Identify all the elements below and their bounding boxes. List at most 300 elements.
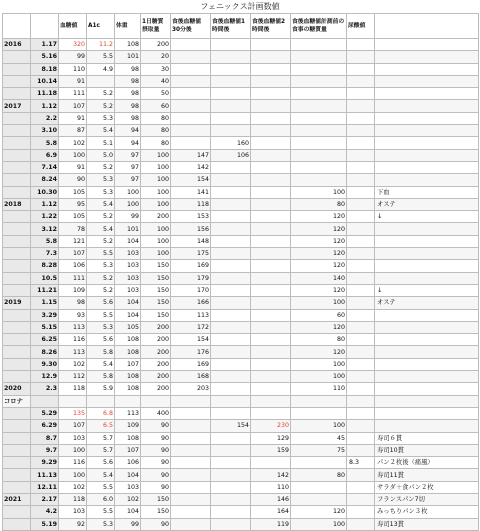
table-cell: 98 <box>115 63 141 75</box>
table-cell <box>347 506 375 518</box>
table-cell: 5.5 <box>87 481 115 493</box>
table-cell <box>171 518 211 530</box>
table-cell <box>291 112 347 124</box>
table-cell: 90 <box>141 518 171 530</box>
table-cell: 107 <box>59 420 87 432</box>
table-cell: 60 <box>141 100 171 112</box>
table-cell: 92 <box>59 518 87 530</box>
table-cell: 113 <box>171 309 211 321</box>
date-cell: 12.11 <box>31 481 59 493</box>
date-cell: 3.10 <box>31 125 59 137</box>
year-cell <box>3 211 31 223</box>
table-cell: 94 <box>115 125 141 137</box>
table-cell <box>211 346 251 358</box>
note-cell <box>375 174 479 186</box>
column-header: A1c <box>87 14 115 39</box>
table-cell <box>251 137 291 149</box>
table-cell <box>291 481 347 493</box>
table-cell: 5.5 <box>87 51 115 63</box>
table-cell <box>347 518 375 530</box>
table-cell <box>211 51 251 63</box>
table-row <box>3 63 479 75</box>
table-cell <box>211 174 251 186</box>
table-cell <box>251 186 291 198</box>
table-cell <box>251 309 291 321</box>
table-cell: 5.1 <box>87 137 115 149</box>
note-cell <box>375 39 479 51</box>
table-cell: 5.8 <box>87 371 115 383</box>
table-cell: 120 <box>291 346 347 358</box>
table-cell <box>251 321 291 333</box>
table-cell <box>171 407 211 419</box>
table-cell: 116 <box>59 457 87 469</box>
note-cell: 寿司10貫 <box>375 444 479 456</box>
table-row <box>3 149 479 161</box>
note-cell <box>375 51 479 63</box>
table-cell: 135 <box>59 407 87 419</box>
table-cell <box>251 100 291 112</box>
year-cell <box>3 432 31 444</box>
table-cell <box>347 420 375 432</box>
table-cell <box>251 395 291 407</box>
table-cell: 108 <box>115 334 141 346</box>
table-cell <box>291 137 347 149</box>
column-header: 1日糖質摂取量 <box>141 14 171 39</box>
table-cell: 94 <box>115 137 141 149</box>
table-row <box>3 211 479 223</box>
column-header: 食後血糖値2時間後 <box>251 14 291 39</box>
table-cell <box>347 358 375 370</box>
note-cell <box>375 420 479 432</box>
date-cell: 6.9 <box>31 149 59 161</box>
note-cell <box>375 272 479 284</box>
table-cell: 5.2 <box>87 272 115 284</box>
table-cell: 80 <box>141 112 171 124</box>
year-cell <box>3 88 31 100</box>
table-cell: 100 <box>291 420 347 432</box>
table-cell <box>347 432 375 444</box>
table-cell <box>211 284 251 296</box>
table-row <box>3 432 479 444</box>
table-row <box>3 248 479 260</box>
table-cell <box>211 309 251 321</box>
table-cell <box>251 383 291 395</box>
table-cell <box>347 371 375 383</box>
year-cell <box>3 186 31 198</box>
table-cell: 200 <box>141 371 171 383</box>
table-cell: 91 <box>59 112 87 124</box>
table-cell: 5.3 <box>87 112 115 124</box>
year-cell <box>3 260 31 272</box>
table-cell: 108 <box>115 371 141 383</box>
year-cell <box>3 63 31 75</box>
table-row <box>3 112 479 124</box>
date-cell: 10.30 <box>31 186 59 198</box>
table-cell: 175 <box>171 248 211 260</box>
table-cell: 103 <box>115 248 141 260</box>
table-cell: 100 <box>291 518 347 530</box>
table-cell <box>291 149 347 161</box>
table-cell <box>347 174 375 186</box>
table-cell: 100 <box>141 186 171 198</box>
note-cell: オステ <box>375 297 479 309</box>
year-cell <box>3 358 31 370</box>
table-cell: 99 <box>115 518 141 530</box>
table-cell <box>171 100 211 112</box>
note-cell: みっちりパン３枚 <box>375 506 479 518</box>
table-cell: 91 <box>59 75 87 87</box>
table-cell: 104 <box>115 235 141 247</box>
table-cell <box>59 395 87 407</box>
table-cell <box>347 75 375 87</box>
table-cell: 169 <box>171 260 211 272</box>
table-cell: 100 <box>291 371 347 383</box>
table-cell: 159 <box>251 444 291 456</box>
table-cell <box>251 371 291 383</box>
table-cell <box>171 88 211 100</box>
table-cell <box>347 39 375 51</box>
date-cell: 3.29 <box>31 309 59 321</box>
date-cell: 2.2 <box>31 112 59 124</box>
table-cell: 103 <box>59 506 87 518</box>
table-cell <box>347 321 375 333</box>
table-cell <box>251 334 291 346</box>
table-cell: 400 <box>141 407 171 419</box>
table-cell <box>347 51 375 63</box>
date-cell: 8.18 <box>31 63 59 75</box>
table-cell <box>211 457 251 469</box>
table-cell: 120 <box>291 235 347 247</box>
table-cell: 5.7 <box>87 444 115 456</box>
table-cell <box>211 506 251 518</box>
table-cell: 101 <box>115 223 141 235</box>
table-cell: 116 <box>59 334 87 346</box>
table-cell <box>211 248 251 260</box>
table-cell: 5.2 <box>87 88 115 100</box>
year-cell <box>3 174 31 186</box>
date-cell: 2.3 <box>31 383 59 395</box>
table-cell: 112 <box>59 371 87 383</box>
table-cell: 120 <box>291 248 347 260</box>
date-cell: 8.7 <box>31 432 59 444</box>
table-cell: 141 <box>171 186 211 198</box>
date-cell: 6.29 <box>31 420 59 432</box>
table-cell: 110 <box>291 383 347 395</box>
note-cell <box>375 235 479 247</box>
table-cell: 118 <box>59 383 87 395</box>
table-cell: 5.5 <box>87 309 115 321</box>
table-cell <box>251 161 291 173</box>
year-cell <box>3 469 31 481</box>
table-cell <box>171 432 211 444</box>
table-cell <box>211 321 251 333</box>
table-row <box>3 186 479 198</box>
table-cell <box>251 248 291 260</box>
year-cell <box>3 334 31 346</box>
table-cell: 129 <box>251 432 291 444</box>
table-cell <box>347 125 375 137</box>
date-cell: 11.13 <box>31 469 59 481</box>
note-cell <box>375 125 479 137</box>
table-row <box>3 297 479 309</box>
table-cell <box>347 297 375 309</box>
table-cell: 203 <box>171 383 211 395</box>
table-cell <box>211 39 251 51</box>
table-cell: 6.8 <box>87 407 115 419</box>
table-cell: 169 <box>171 358 211 370</box>
table-cell <box>347 161 375 173</box>
table-cell: 90 <box>141 469 171 481</box>
table-cell: 154 <box>171 334 211 346</box>
table-cell: 100 <box>141 198 171 210</box>
table-cell: 110 <box>59 63 87 75</box>
year-cell <box>3 235 31 247</box>
date-cell: 11.18 <box>31 88 59 100</box>
table-cell: 40 <box>141 75 171 87</box>
table-cell <box>347 272 375 284</box>
note-cell <box>375 137 479 149</box>
table-cell: 200 <box>141 334 171 346</box>
table-cell <box>347 211 375 223</box>
note-cell: 下血 <box>375 186 479 198</box>
table-cell <box>347 248 375 260</box>
table-cell <box>251 211 291 223</box>
note-cell <box>375 100 479 112</box>
table-cell: 200 <box>141 321 171 333</box>
table-cell: 97 <box>115 149 141 161</box>
column-header: 血糖値 <box>59 14 87 39</box>
table-cell: 75 <box>291 444 347 456</box>
table-cell: 200 <box>141 383 171 395</box>
table-cell <box>347 346 375 358</box>
year-cell <box>3 161 31 173</box>
table-cell: 90 <box>141 432 171 444</box>
table-cell: 98 <box>115 112 141 124</box>
table-cell: 100 <box>141 149 171 161</box>
table-cell: 110 <box>251 481 291 493</box>
table-cell: 154 <box>171 174 211 186</box>
table-cell: 150 <box>141 493 171 505</box>
table-cell: 98 <box>59 297 87 309</box>
date-cell: 7.14 <box>31 161 59 173</box>
note-cell <box>375 358 479 370</box>
date-cell: 9.29 <box>31 457 59 469</box>
table-cell <box>251 272 291 284</box>
table-cell: 108 <box>115 346 141 358</box>
table-cell: 104 <box>115 506 141 518</box>
table-cell <box>347 260 375 272</box>
table-cell <box>291 174 347 186</box>
table-cell: 107 <box>115 358 141 370</box>
table-cell: 176 <box>171 346 211 358</box>
table-cell: 5.7 <box>87 432 115 444</box>
table-cell: 5.4 <box>87 469 115 481</box>
table-cell <box>291 407 347 419</box>
table-cell: 146 <box>251 493 291 505</box>
table-cell <box>347 309 375 321</box>
table-cell: 109 <box>59 284 87 296</box>
column-header: 食後血糖値1時間後 <box>211 14 251 39</box>
table-cell: 118 <box>59 493 87 505</box>
note-cell <box>375 383 479 395</box>
table-cell: 5.6 <box>87 457 115 469</box>
date-cell: 1.12 <box>31 100 59 112</box>
table-cell <box>211 358 251 370</box>
table-cell <box>211 125 251 137</box>
date-cell: 8.24 <box>31 174 59 186</box>
table-cell <box>347 137 375 149</box>
year-cell <box>3 346 31 358</box>
date-cell: 12.9 <box>31 371 59 383</box>
table-cell: 106 <box>211 149 251 161</box>
date-cell: 1.17 <box>31 39 59 51</box>
column-header <box>375 14 479 39</box>
table-cell: 108 <box>115 432 141 444</box>
table-cell: 109 <box>115 420 141 432</box>
table-cell: 150 <box>141 260 171 272</box>
table-cell: 5.5 <box>87 506 115 518</box>
note-cell <box>375 260 479 272</box>
year-cell <box>3 75 31 87</box>
table-cell: 147 <box>171 149 211 161</box>
table-cell <box>251 358 291 370</box>
table-cell: 5.3 <box>87 174 115 186</box>
table-cell: 102 <box>59 358 87 370</box>
table-row <box>3 457 479 469</box>
table-row <box>3 125 479 137</box>
table-cell: 153 <box>171 211 211 223</box>
table-cell: 5.9 <box>87 383 115 395</box>
table-row <box>3 223 479 235</box>
table-cell <box>251 88 291 100</box>
table-cell <box>211 469 251 481</box>
table-cell: 5.3 <box>87 260 115 272</box>
date-cell: 5.8 <box>31 235 59 247</box>
table-cell: 107 <box>59 100 87 112</box>
table-cell <box>251 235 291 247</box>
note-cell <box>375 88 479 100</box>
table-cell: 164 <box>251 506 291 518</box>
table-cell <box>251 174 291 186</box>
table-cell <box>171 137 211 149</box>
note-cell <box>375 334 479 346</box>
page-title: フェニックス計画数値 <box>200 2 280 11</box>
year-cell <box>3 125 31 137</box>
table-cell <box>347 334 375 346</box>
note-cell <box>375 309 479 321</box>
table-cell: 90 <box>141 481 171 493</box>
table-cell: 154 <box>211 420 251 432</box>
year-cell <box>3 407 31 419</box>
table-cell: 150 <box>141 272 171 284</box>
table-cell <box>347 383 375 395</box>
table-cell <box>211 223 251 235</box>
year-cell <box>3 309 31 321</box>
note-cell <box>375 112 479 124</box>
date-cell: 6.25 <box>31 334 59 346</box>
table-cell: 93 <box>59 309 87 321</box>
table-row <box>3 51 479 63</box>
table-cell <box>115 395 141 407</box>
table-row <box>3 75 479 87</box>
table-cell: 156 <box>171 223 211 235</box>
note-cell: 寿司６貫 <box>375 432 479 444</box>
section-label: コロナ <box>3 395 31 407</box>
table-cell: 5.0 <box>87 149 115 161</box>
note-cell: ↓ <box>375 284 479 296</box>
table-cell: 98 <box>115 88 141 100</box>
table-cell: 168 <box>171 371 211 383</box>
table-cell: 120 <box>291 211 347 223</box>
table-cell <box>347 469 375 481</box>
table-cell: 5.5 <box>87 248 115 260</box>
table-cell <box>211 297 251 309</box>
date-cell: 9.30 <box>31 358 59 370</box>
table-cell: 102 <box>115 493 141 505</box>
table-cell: 148 <box>171 235 211 247</box>
date-cell: 10.5 <box>31 272 59 284</box>
table-cell: 100 <box>291 358 347 370</box>
table-cell: 87 <box>59 125 87 137</box>
table-cell <box>251 149 291 161</box>
table-cell <box>251 260 291 272</box>
table-cell <box>171 506 211 518</box>
table-cell <box>171 39 211 51</box>
note-cell <box>375 371 479 383</box>
table-body <box>3 39 479 531</box>
year-cell <box>3 444 31 456</box>
note-cell <box>375 321 479 333</box>
table-cell: 120 <box>291 260 347 272</box>
table-row <box>3 469 479 481</box>
table-cell <box>211 444 251 456</box>
table-cell <box>211 186 251 198</box>
table-cell <box>171 51 211 63</box>
date-cell: 5.15 <box>31 321 59 333</box>
date-cell: 1.15 <box>31 297 59 309</box>
table-cell <box>347 186 375 198</box>
note-cell: オステ <box>375 198 479 210</box>
table-cell: 6.5 <box>87 420 115 432</box>
table-row <box>3 100 479 112</box>
table-cell <box>171 457 211 469</box>
table-cell: 103 <box>59 432 87 444</box>
year-cell <box>3 321 31 333</box>
table-cell <box>251 51 291 63</box>
table-cell: 100 <box>291 297 347 309</box>
table-cell: 99 <box>59 51 87 63</box>
table-cell: 5.3 <box>87 321 115 333</box>
date-cell: 5.29 <box>31 407 59 419</box>
table-cell <box>211 198 251 210</box>
table-cell <box>347 235 375 247</box>
table-cell: 150 <box>141 506 171 518</box>
table-cell: 100 <box>141 235 171 247</box>
year-cell: 2018 <box>3 198 31 210</box>
date-cell: 4.2 <box>31 506 59 518</box>
table-cell <box>211 63 251 75</box>
table-cell: 111 <box>59 88 87 100</box>
year-cell <box>3 149 31 161</box>
table-row <box>3 518 479 530</box>
table-row <box>3 137 479 149</box>
year-cell <box>3 506 31 518</box>
year-cell <box>3 248 31 260</box>
table-cell: 8.3 <box>347 457 375 469</box>
table-cell: 90 <box>141 444 171 456</box>
table-cell: 172 <box>171 321 211 333</box>
table-cell <box>251 297 291 309</box>
